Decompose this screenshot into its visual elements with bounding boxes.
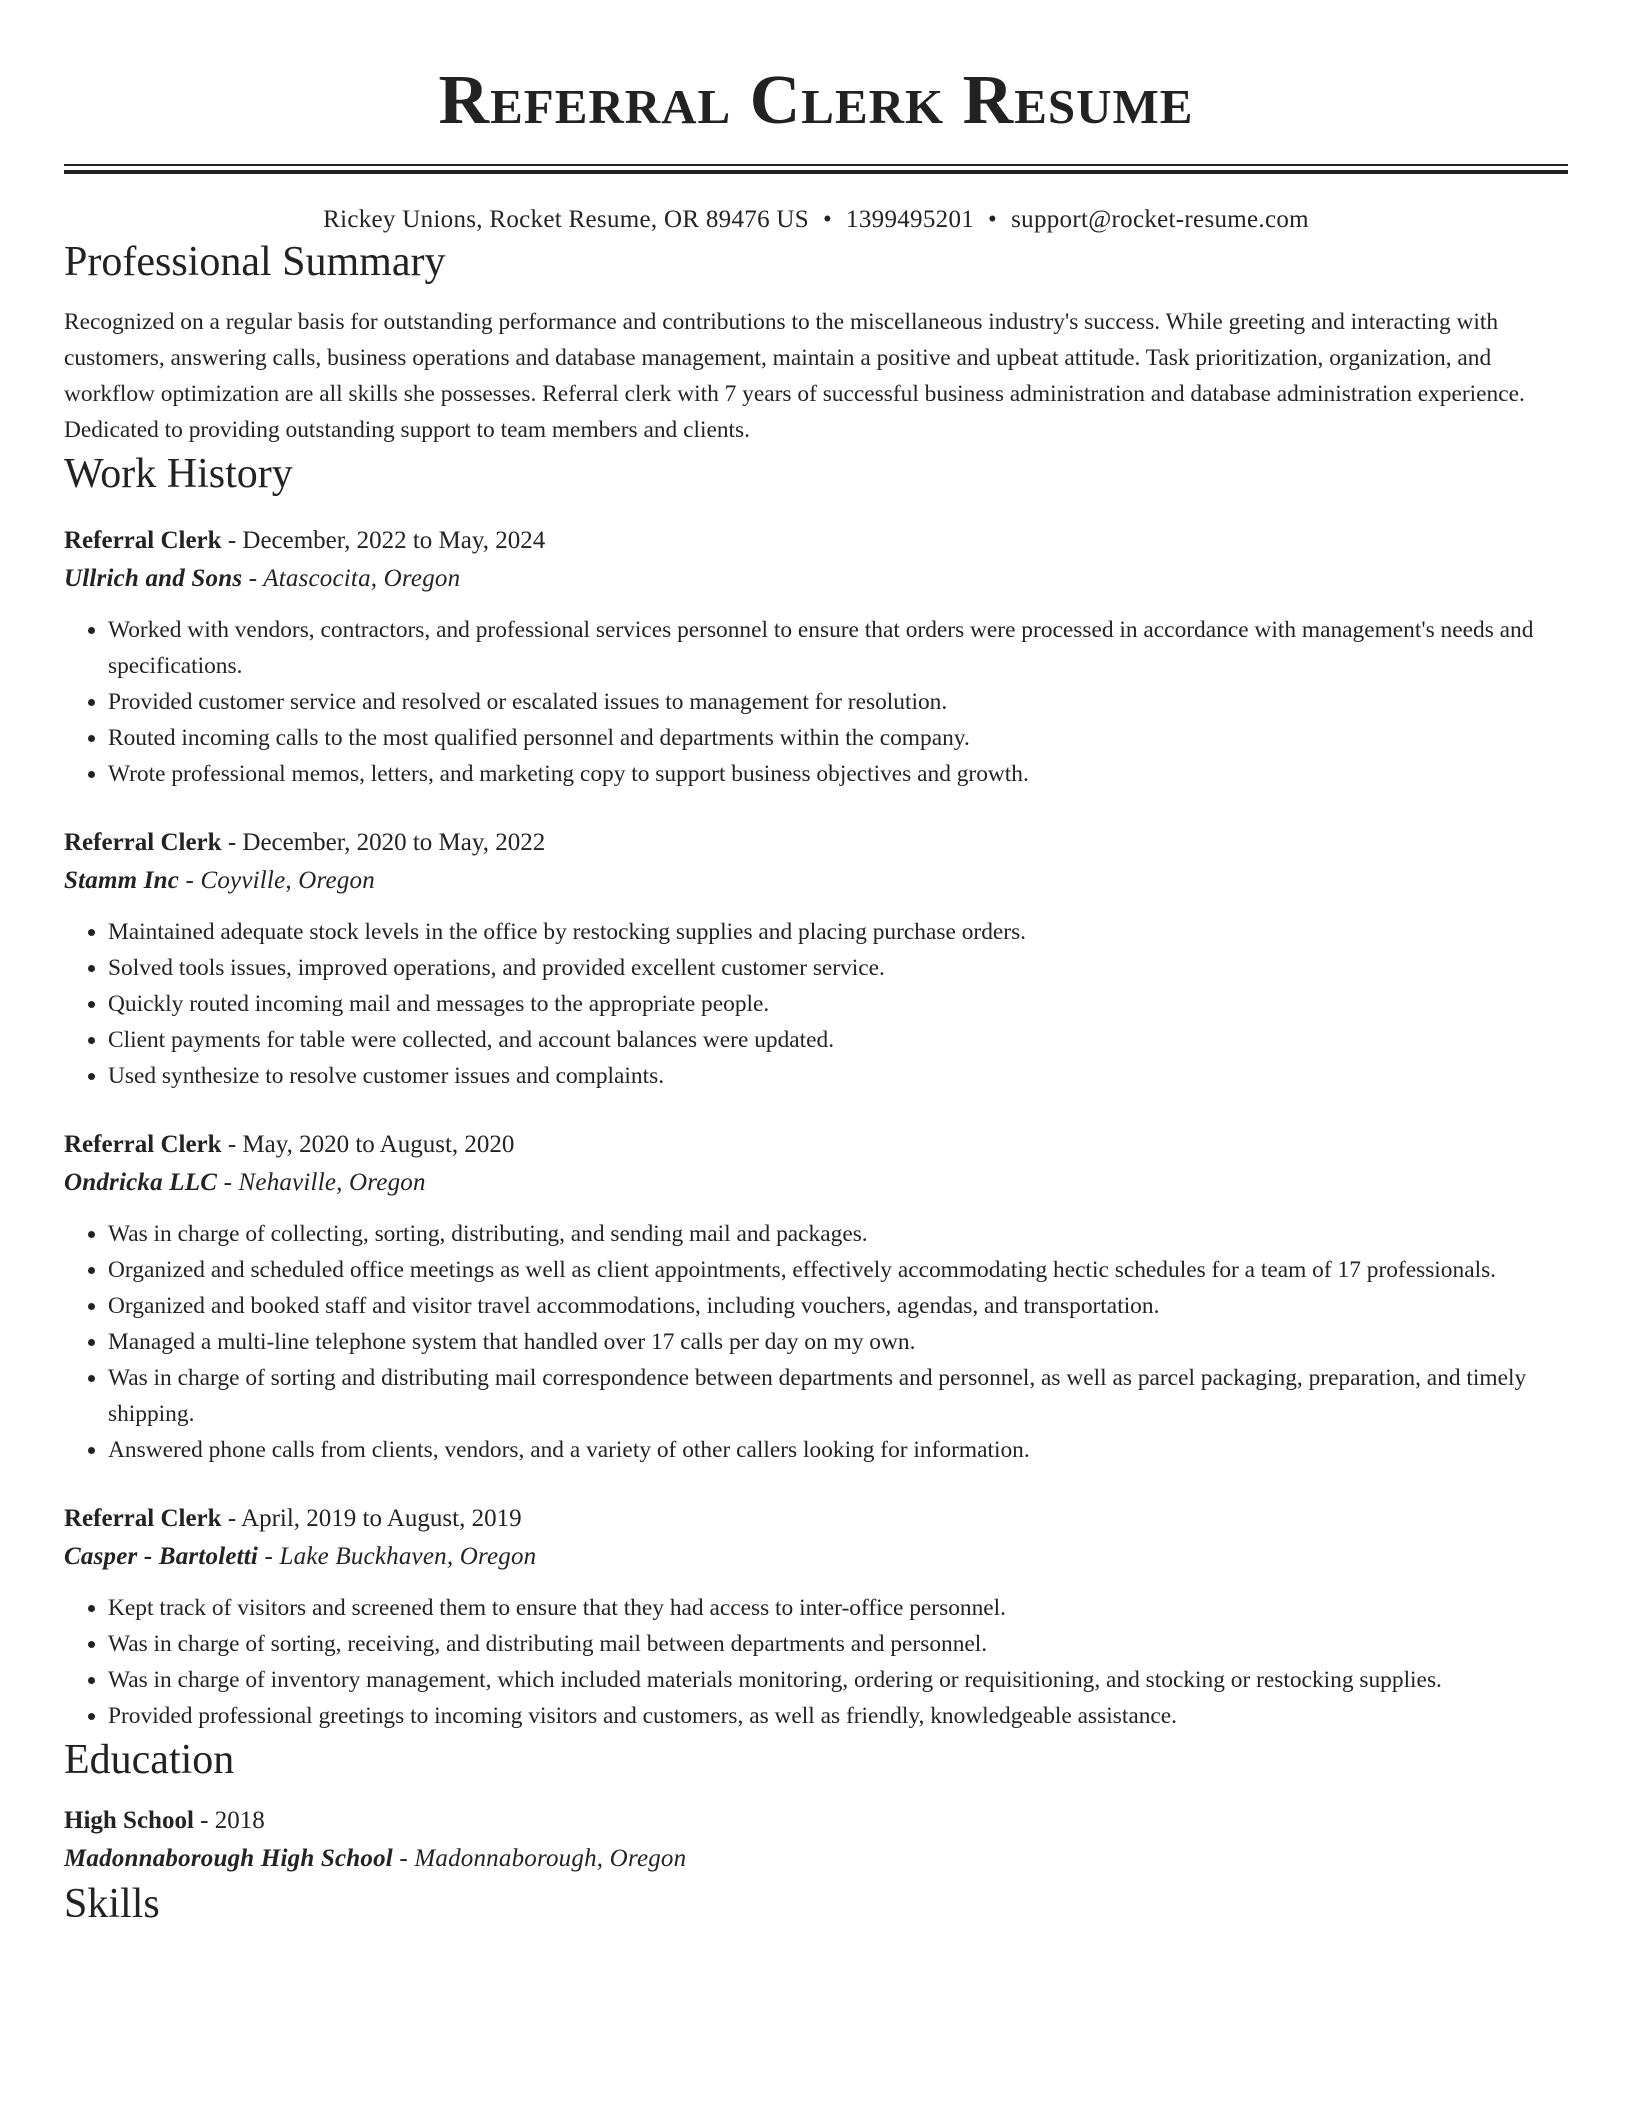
contact-separator: • <box>988 206 998 233</box>
job-bullet: • Wrote professional memos, letters, and marketing copy to support business objectives and growth. <box>108 756 1568 792</box>
job-entry <box>64 522 1568 792</box>
dash: - <box>227 1131 237 1158</box>
title-divider <box>64 164 1568 174</box>
summary-text: Recognized on a regular basis for outstanding performance and contributions to the miscellaneous industry's success. While greeting and interacting with customers, answering calls, business operations and database management, maintain a positive and upbeat attitude. Task prioritization, organization, and workflow optimization are all skills she possesses. Referral clerk with 7 years of successful business administration and database administration experience. Dedicated to providing outstanding support to team members and clients. <box>64 309 1525 443</box>
job-dates: April, 2019 to August, 2019 <box>241 1505 522 1532</box>
work-history-heading: Work History <box>64 451 293 497</box>
education-location: Madonnaborough, Oregon <box>414 1845 687 1872</box>
job-title-line <box>64 1126 1568 1164</box>
job-bullet: • Solved tools issues, improved operations, and provided excellent customer service. <box>108 950 1568 986</box>
job-dates: December, 2022 to May, 2024 <box>242 527 546 554</box>
summary-heading: Professional Summary <box>64 239 446 285</box>
job-role: Referral Clerk <box>64 829 222 856</box>
dash: - <box>264 1543 274 1570</box>
job-company: Casper - Bartoletti <box>64 1543 259 1570</box>
job-location: Atascocita, Oregon <box>263 565 461 592</box>
job-role: Referral Clerk <box>64 527 222 554</box>
job-title-line <box>64 522 1568 560</box>
dash: - <box>227 1505 237 1532</box>
dash: - <box>399 1845 408 1872</box>
contact-email: support@rocket-resume.com <box>1011 206 1309 233</box>
job-bullet: • Used synthesize to resolve customer issues and complaints. <box>108 1058 1568 1094</box>
job-role: Referral Clerk <box>64 1131 222 1158</box>
contact-address: Rickey Unions, Rocket Resume, OR 89476 US <box>323 206 809 233</box>
job-company-line <box>64 862 1568 900</box>
job-entry <box>64 1126 1568 1468</box>
resume-title: Referral Clerk Resume <box>438 62 1194 139</box>
dash: - <box>200 1807 209 1834</box>
job-dates: May, 2020 to August, 2020 <box>242 1131 515 1158</box>
job-company-line <box>64 1164 1568 1202</box>
job-title-line <box>64 824 1568 862</box>
job-bullet: • Maintained adequate stock levels in the office by restocking supplies and placing purchase orders. <box>108 914 1568 950</box>
job-bullets <box>64 612 1568 792</box>
job-bullet: • Kept track of visitors and screened them to ensure that they had access to inter-office personnel. <box>108 1590 1568 1626</box>
dash: - <box>223 1169 233 1196</box>
job-bullet: • Organized and booked staff and visitor travel accommodations, including vouchers, agendas, and transportation. <box>108 1288 1568 1324</box>
dash: - <box>227 829 237 856</box>
contact-separator: • <box>822 206 833 233</box>
education-year: 2018 <box>214 1807 265 1834</box>
job-bullet: • Was in charge of sorting and distributing mail correspondence between departments and personnel, as well as parcel packaging, preparation, and timely shipping. <box>108 1360 1568 1432</box>
job-company: Ondricka LLC <box>64 1169 218 1196</box>
job-bullet: • Answered phone calls from clients, vendors, and a variety of other callers looking for information. <box>108 1432 1568 1468</box>
education-degree-line <box>64 1802 1568 1840</box>
job-company: Ullrich and Sons <box>64 565 243 592</box>
education-degree: High School <box>64 1807 194 1834</box>
job-bullet: • Was in charge of inventory management, which included materials monitoring, ordering or requisitioning, and stocking or restocking supplies. <box>108 1662 1568 1698</box>
education-school-line <box>64 1840 1568 1878</box>
contact-info <box>64 204 1568 236</box>
job-location: Nehaville, Oregon <box>238 1169 426 1196</box>
job-company-line <box>64 560 1568 598</box>
job-bullets <box>64 914 1568 1094</box>
job-bullet: • Provided customer service and resolved or escalated issues to management for resolution. <box>108 684 1568 720</box>
job-bullet: • Managed a multi-line telephone system that handled over 17 calls per day on my own. <box>108 1324 1568 1360</box>
contact-phone: 1399495201 <box>846 206 975 233</box>
job-bullet: • Client payments for table were collected, and account balances were updated. <box>108 1022 1568 1058</box>
job-bullet: • Was in charge of collecting, sorting, distributing, and sending mail and packages. <box>108 1216 1568 1252</box>
job-bullet: • Provided professional greetings to incoming visitors and customers, as well as friendly, knowledgeable assistance. <box>108 1698 1568 1734</box>
job-company: Stamm Inc <box>64 867 180 894</box>
job-bullet: • Quickly routed incoming mail and messages to the appropriate people. <box>108 986 1568 1022</box>
job-entry <box>64 824 1568 1094</box>
job-bullet: • Organized and scheduled office meetings as well as client appointments, effectively accommodating hectic schedules for a team of 17 professionals. <box>108 1252 1568 1288</box>
dash: - <box>185 867 195 894</box>
job-location: Lake Buckhaven, Oregon <box>279 1543 537 1570</box>
job-company-line <box>64 1538 1568 1576</box>
skills-heading: Skills <box>64 1881 160 1927</box>
education-entry <box>64 1802 1568 1878</box>
job-bullet: • Worked with vendors, contractors, and professional services personnel to ensure that orders were processed in accordance with management's needs and specifications. <box>108 612 1568 684</box>
job-title-line <box>64 1500 1568 1538</box>
job-bullet: • Was in charge of sorting, receiving, and distributing mail between departments and personnel. <box>108 1626 1568 1662</box>
job-role: Referral Clerk <box>64 1505 222 1532</box>
job-dates: December, 2020 to May, 2022 <box>242 829 546 856</box>
job-bullets <box>64 1216 1568 1468</box>
education-school: Madonnaborough High School <box>64 1845 393 1872</box>
job-bullet: • Routed incoming calls to the most qualified personnel and departments within the company. <box>108 720 1568 756</box>
dash: - <box>248 565 258 592</box>
education-heading: Education <box>64 1737 235 1783</box>
job-entry <box>64 1500 1568 1734</box>
dash: - <box>227 527 237 554</box>
job-bullets <box>64 1590 1568 1734</box>
job-location: Coyville, Oregon <box>200 867 375 894</box>
